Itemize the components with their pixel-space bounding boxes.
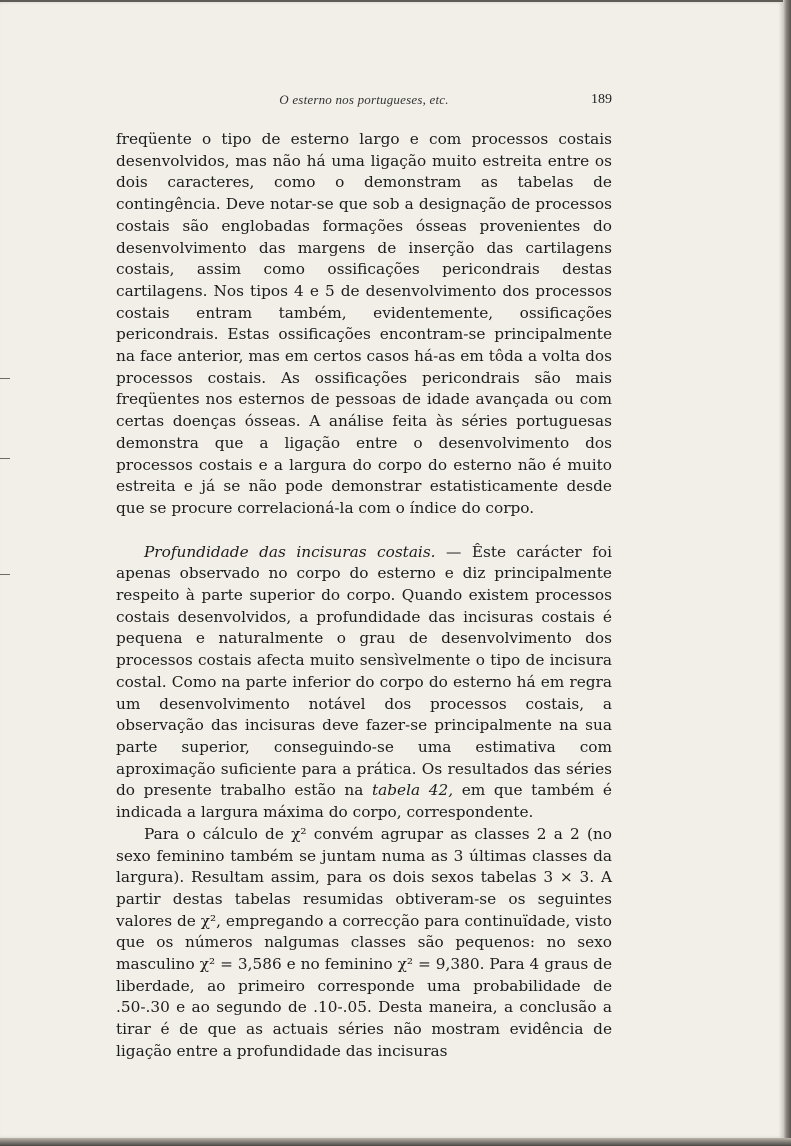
paragraph — [116, 542, 612, 824]
book-page — [0, 2, 783, 1138]
page-edge — [0, 1138, 791, 1146]
body-text — [116, 129, 612, 1063]
paragraph: freqüente o tipo de esterno largo e com processos costais desenvolvidos, mas não há uma ligação muito estreita entre os dois caracteres, como o demonstram as tabelas de contingência. Deve notar-se que sob a designação de processos costais são englobadas formações ósseas provenientes do desenvolvimento das margens de inserção das cartilagens costais, assim como ossificações pericondrais destas cartilagens. Nos tipos 4 e 5 de desenvolvimento dos processos costais entram também, evidentemente, ossificações pericondrais. Estas ossificações encontram-se principalmente na face anterior, mas em certos casos há-as em tôda a volta dos processos costais. As ossificações pericondrais são mais freqüentes nos esternos de pessoas de idade avançada ou com certas doenças ósseas. A análise feita às séries portuguesas demonstra que a ligação entre o desenvolvimento dos processos costais e a largura do corpo do esterno não é muito estreita e já se não pode demonstrar estatisticamente desde que se procure correlacioná-la com o índice do corpo. — [116, 130, 612, 517]
paragraph-text: em que também é indicada a largura máxima do corpo, correspondente. — [116, 781, 612, 822]
page-number: 189 — [591, 92, 612, 107]
margin-mark — [0, 378, 10, 379]
margin-mark — [0, 458, 10, 459]
table-reference: tabela 42, — [372, 781, 454, 800]
page-edge — [783, 0, 791, 1146]
page-header — [116, 92, 612, 112]
paragraph: Para o cálculo de χ² convém agrupar as classes 2 a 2 (no sexo feminino também se juntam numa as 3 últimas classes da largura). Resultam assim, para os dois sexos tabelas 3 × 3. A partir destas tabelas resumidas obtiveram-se os seguintes valores de χ², empregando a correcção para continuïdade, visto que os números nalgumas classes são pequenos: no sexo masculino χ² = 3,586 e no feminino χ² = 9,380. Para 4 graus de liberdade, ao primeiro corresponde uma probabilidade de .50-.30 e ao segundo de .10-.05. Desta maneira, a conclusão a tirar é de que as actuais séries não mostram evidência de ligação entre a profundidade das incisuras — [116, 824, 612, 1060]
running-title: O esterno nos portugueses, etc. — [279, 92, 449, 107]
paragraph-text: — Êste carácter foi apenas observado no corpo do esterno e diz principalmente respeito à parte superior do corpo. Quando existem processos costais desenvolvidos, a profundidade das incisuras costais é pequena e naturalmente o grau de desenvolvimento dos processos costais afecta muito sensìvelmente o tipo de incisura costal. Como na parte inferior do corpo do esterno há em regra um desenvolvimento notável dos processos costais, a observação das incisuras deve fazer-se principalmente na sua parte superior, conseguindo-se uma estimativa com aproximação suficiente para a prática. Os resultados das séries do presente trabalho estão na — [116, 542, 612, 800]
margin-mark — [0, 574, 10, 575]
section-heading: Profundidade das incisuras costais. — [144, 542, 436, 561]
